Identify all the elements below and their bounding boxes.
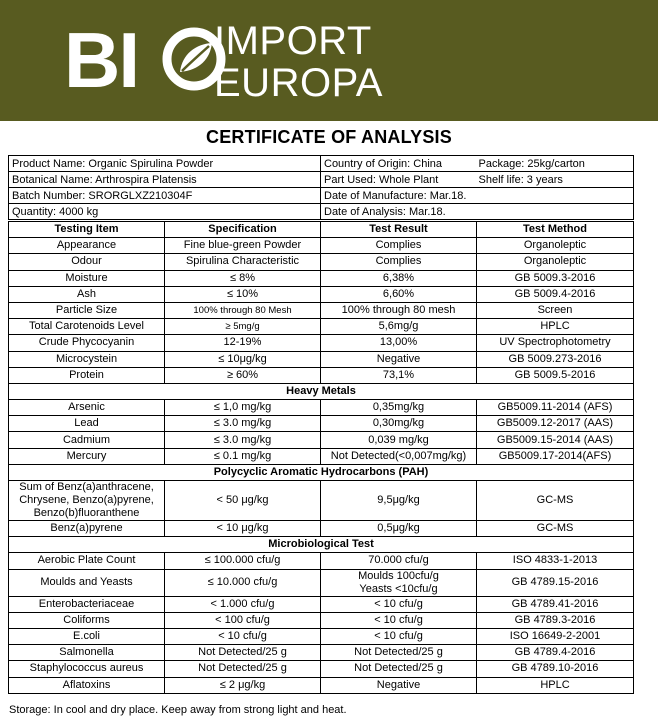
test-method: GB 5009.5-2016: [477, 367, 634, 383]
test-result: 13,00%: [321, 335, 477, 351]
test-method: GB 4789.3-2016: [477, 612, 634, 628]
logo-import-text: IMPORT: [214, 19, 372, 63]
table-row: [9, 677, 634, 693]
info-empty-cell: [476, 188, 634, 204]
logo-bio-text: BI: [64, 16, 138, 104]
info-empty-cell: [476, 204, 634, 220]
testing-item: E.coli: [9, 628, 165, 644]
test-result: 5,6mg/g: [321, 319, 477, 335]
analysis-table: [8, 221, 634, 694]
test-method: HPLC: [477, 319, 634, 335]
specification: ≥ 5mg/g: [165, 319, 321, 335]
cell-line: Yeasts <10cfu/g: [359, 582, 438, 595]
test-method-header: Test Method: [477, 222, 634, 238]
test-result: 73,1%: [321, 367, 477, 383]
test-method: GB 4789.10-2016: [477, 661, 634, 677]
table-row: [9, 645, 634, 661]
cell-line: Moulds 100cfu/g: [358, 569, 439, 582]
table-row: [9, 238, 634, 254]
test-method: GB 5009.4-2016: [477, 286, 634, 302]
test-method: GB 5009.273-2016: [477, 351, 634, 367]
testing-item: Mercury: [9, 448, 165, 464]
testing-item: Crude Phycocyanin: [9, 335, 165, 351]
table-row: [9, 286, 634, 302]
specification: < 1.000 cfu/g: [165, 596, 321, 612]
country-of-origin: Country of Origin: China: [321, 156, 476, 172]
microbiological-section: [9, 537, 634, 553]
test-result: 0,039 mg/kg: [321, 432, 477, 448]
test-result-header: Test Result: [321, 222, 477, 238]
specification: ≤ 10%: [165, 286, 321, 302]
pah-section: [9, 464, 634, 480]
table-row: [9, 448, 634, 464]
table-row: [9, 270, 634, 286]
testing-item: [9, 481, 165, 521]
test-result: [321, 569, 477, 596]
testing-item: Moulds and Yeasts: [9, 569, 165, 596]
test-method: GB5009.12-2017 (AAS): [477, 416, 634, 432]
testing-item: Appearance: [9, 238, 165, 254]
info-row: [9, 172, 634, 188]
logo-europa-text: EUROPA: [214, 61, 383, 105]
testing-item: Odour: [9, 254, 165, 270]
specification: ≤ 2 μg/kg: [165, 677, 321, 693]
cell-line: Not Detected/25 g: [354, 646, 443, 659]
table-row: [9, 628, 634, 644]
test-result: Negative: [321, 351, 477, 367]
specification: 12-19%: [165, 335, 321, 351]
test-method: ISO 16649-2-2001: [477, 628, 634, 644]
cell-line: Negative: [376, 678, 421, 691]
table-row: [9, 319, 634, 335]
testing-item-header: Testing Item: [9, 222, 165, 238]
testing-item: Arsenic: [9, 400, 165, 416]
info-row: [9, 204, 634, 220]
product-info-table: [8, 155, 634, 220]
cell-line: Benz(a)pyrene: [50, 522, 123, 535]
table-row: [9, 569, 634, 596]
cell-line: Benzo(b)fluoranthene: [33, 507, 140, 519]
specification: ≤ 1,0 mg/kg: [165, 400, 321, 416]
testing-item: Aerobic Plate Count: [9, 553, 165, 569]
table-row: [9, 254, 634, 270]
shelf-life: Shelf life: 3 years: [476, 172, 634, 188]
table-row: [9, 302, 634, 318]
test-method: ISO 4833-1-2013: [477, 553, 634, 569]
specification: ≤ 3.0 mg/kg: [165, 416, 321, 432]
test-result: 0,30mg/kg: [321, 416, 477, 432]
bio-import-europa-logo: [64, 16, 394, 104]
test-result: [321, 596, 477, 612]
date-of-analysis: Date of Analysis: Mar.18.: [321, 204, 476, 220]
batch-number: Batch Number: SRORGLXZ210304F: [9, 188, 321, 204]
specification-header: Specification: [165, 222, 321, 238]
specification: ≤ 10.000 cfu/g: [165, 569, 321, 596]
test-result: Complies: [321, 238, 477, 254]
table-row: [9, 416, 634, 432]
test-result: Complies: [321, 254, 477, 270]
test-method: GB 4789.15-2016: [477, 569, 634, 596]
cell-line: Sum of Benz(a)anthracene,: [19, 481, 154, 493]
test-result: 9,5μg/kg: [321, 481, 477, 521]
test-method: Organoleptic: [477, 254, 634, 270]
specification: ≥ 60%: [165, 367, 321, 383]
package: Package: 25kg/carton: [476, 156, 634, 172]
cell-line: < 10 cfu/g: [374, 630, 423, 643]
testing-item: Coliforms: [9, 612, 165, 628]
specification: Not Detected/25 g: [165, 645, 321, 661]
cell-line: < 10 cfu/g: [374, 597, 423, 610]
quantity: Quantity: 4000 kg: [9, 204, 321, 220]
brand-banner: [0, 0, 658, 121]
table-row: [9, 612, 634, 628]
table-row: [9, 400, 634, 416]
microbiological-section-title: Microbiological Test: [9, 537, 634, 553]
testing-item: Particle Size: [9, 302, 165, 318]
testing-item: [9, 521, 165, 537]
testing-item: Staphylococcus aureus: [9, 661, 165, 677]
test-method: GB5009.17-2014(AFS): [477, 448, 634, 464]
specification: < 50 μg/kg: [165, 481, 321, 521]
test-method: Screen: [477, 302, 634, 318]
table-row: [9, 335, 634, 351]
test-result: [321, 553, 477, 569]
cell-line: 70.000 cfu/g: [368, 554, 429, 567]
test-result: 0,5μg/kg: [321, 521, 477, 537]
test-result: 6,60%: [321, 286, 477, 302]
testing-item: Lead: [9, 416, 165, 432]
specification: ≤ 3.0 mg/kg: [165, 432, 321, 448]
table-row: [9, 553, 634, 569]
cell-line: < 10 cfu/g: [374, 613, 423, 626]
specification: Not Detected/25 g: [165, 661, 321, 677]
specification: ≤ 8%: [165, 270, 321, 286]
specification: Fine blue-green Powder: [165, 238, 321, 254]
testing-item: Moisture: [9, 270, 165, 286]
botanical-name: Botanical Name: Arthrospira Platensis: [9, 172, 321, 188]
specification: Spirulina Characteristic: [165, 254, 321, 270]
test-result: 6,38%: [321, 270, 477, 286]
test-method: GB 4789.4-2016: [477, 645, 634, 661]
product-name: Product Name: Organic Spirulina Powder: [9, 156, 321, 172]
testing-item: Microcystein: [9, 351, 165, 367]
table-row: [9, 432, 634, 448]
table-row: [9, 481, 634, 521]
page-title: CERTIFICATE OF ANALYSIS: [206, 127, 452, 147]
specification: ≤ 10μg/kg: [165, 351, 321, 367]
info-row: [9, 188, 634, 204]
test-result: Not Detected(<0,007mg/kg): [321, 448, 477, 464]
table-row: [9, 661, 634, 677]
test-method: GC-MS: [477, 481, 634, 521]
test-method: GC-MS: [477, 521, 634, 537]
testing-item: Cadmium: [9, 432, 165, 448]
table-header-row: [9, 222, 634, 238]
test-method: GB 5009.3-2016: [477, 270, 634, 286]
table-row: [9, 351, 634, 367]
info-row: [9, 156, 634, 172]
testing-item: Aflatoxins: [9, 677, 165, 693]
table-row: [9, 521, 634, 537]
specification: ≤ 0.1 mg/kg: [165, 448, 321, 464]
testing-item: Enterobacteriaceae: [9, 596, 165, 612]
test-result: [321, 612, 477, 628]
test-method: GB5009.15-2014 (AAS): [477, 432, 634, 448]
table-row: [9, 596, 634, 612]
testing-item: Total Carotenoids Level: [9, 319, 165, 335]
specification: < 10 cfu/g: [165, 628, 321, 644]
test-method: UV Spectrophotometry: [477, 335, 634, 351]
heavy-metals-section-title: Heavy Metals: [9, 383, 634, 399]
test-method: GB5009.11-2014 (AFS): [477, 400, 634, 416]
test-result: [321, 645, 477, 661]
test-result: [321, 661, 477, 677]
specification: < 10 μg/kg: [165, 521, 321, 537]
specification: 100% through 80 Mesh: [165, 302, 321, 318]
heavy-metals-section: [9, 383, 634, 399]
cell-line: Chrysene, Benzo(a)pyrene,: [19, 494, 154, 506]
pah-section-title: Polycyclic Aromatic Hydrocarbons (PAH): [9, 464, 634, 480]
test-result: [321, 628, 477, 644]
testing-item: Protein: [9, 367, 165, 383]
storage-note: Storage: In cool and dry place. Keep away from strong light and heat.: [9, 704, 347, 716]
test-result: 0,35mg/kg: [321, 400, 477, 416]
date-of-manufacture: Date of Manufacture: Mar.18.: [321, 188, 476, 204]
test-method: GB 4789.41-2016: [477, 596, 634, 612]
testing-item: Salmonella: [9, 645, 165, 661]
test-result: [321, 677, 477, 693]
cell-line: Not Detected/25 g: [354, 662, 443, 675]
table-row: [9, 367, 634, 383]
test-result: 100% through 80 mesh: [321, 302, 477, 318]
testing-item: Ash: [9, 286, 165, 302]
test-method: Organoleptic: [477, 238, 634, 254]
specification: ≤ 100.000 cfu/g: [165, 553, 321, 569]
test-method: HPLC: [477, 677, 634, 693]
specification: < 100 cfu/g: [165, 612, 321, 628]
part-used: Part Used: Whole Plant: [321, 172, 476, 188]
